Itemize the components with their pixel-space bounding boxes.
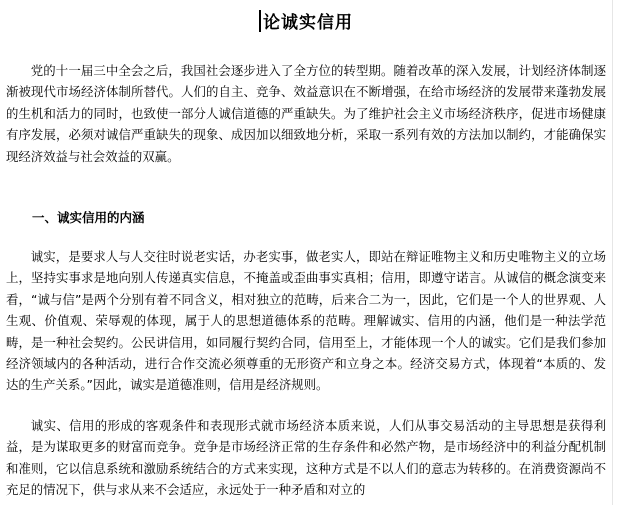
paragraph-intro[interactable]: 党的十一届三中全会之后，我国社会逐步进入了全方位的转型期。随着改革的深入发展，计划经济体制逐渐被现代市场经济体制所替代。人们的自主、竞争、效益意识在不断增强，在给市场经济的发展带来蓬勃发展的生机和活力的同时，也致使一部分人诚信道德的严重缺失。为了维护社会主义市场经济秩序，促进市场健康有序发展，必须对诚信严重缺失的现象、成因加以细致地分析，采取一系列有效的方法加以制约，才能确保实现经济效益与社会效益的双赢。 <box>6 63 606 164</box>
section-heading[interactable]: 一、诚实信用的内涵 <box>32 210 145 225</box>
page-margin <box>612 0 625 505</box>
paragraph-definition[interactable]: 诚实，是要求人与人交往时说老实话，办老实事，做老实人，即站在辩证唯物主义和历史唯物主义的立场上，坚持实事求是地向别人传递真实信息，不掩盖或歪曲事实真相；信用，即遵守诺言。从诚信的概念演变来看，“诚与信”是两个分别有着不同含义，相对独立的范畴，后来合二为一，因此，它们是一个人的世界观、人生观、价值观、荣辱观的体现，属于人的思想道德体系的范畴。理解诚实、信用的内涵，他们是一种法学范畴，是一种社会契约。公民讲信用，如同履行契约合同，信用至上，才能体现一个人的诚实。它们是我们参加经济领域内的各种活动，进行合作交流必须尊重的无形资产和立身之本。经济交易方式，体现着“本质的、发达的生产关系。”因此，诚实是道德准则，信用是经济规则。 <box>6 249 606 393</box>
paragraph-conditions[interactable]: 诚实、信用的形成的客观条件和表现形式就市场经济本质来说，人们从事交易活动的主导思想是获得利益，是为谋取更多的财富而竞争。竞争是市场经济正常的生存条件和必然产物，是市场经济中的利益分配机制和准则，它以信息系统和激励系统结合的方式来实现，这种方式是不以人们的意志为转移的。在消费资源尚不充足的情况下，供与求从来不会适应，永远处于一种矛盾和对立的 <box>6 418 606 498</box>
document-title[interactable]: 论诚实信用 <box>263 13 353 33</box>
title-row <box>0 8 612 33</box>
text-cursor <box>259 10 261 32</box>
